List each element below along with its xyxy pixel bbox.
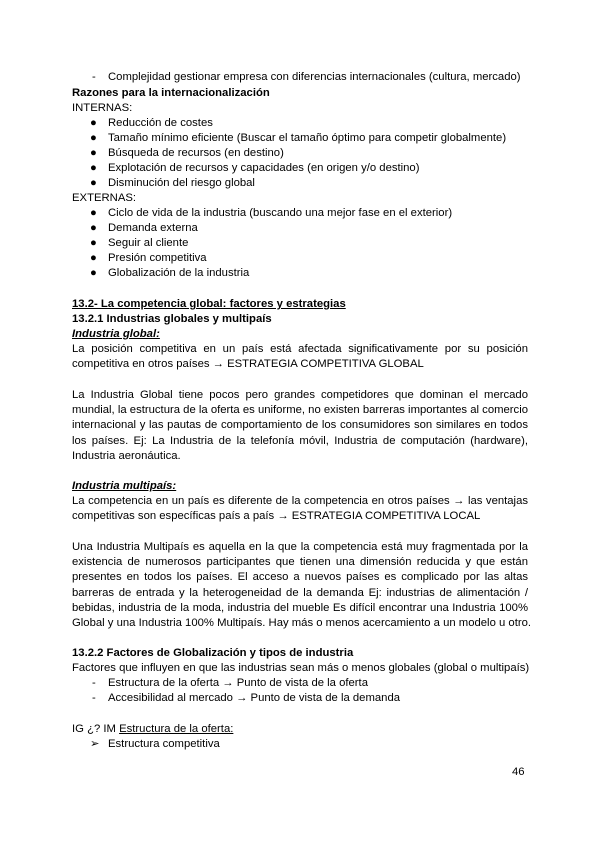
industria-multipais-title: Industria multipaís: bbox=[72, 480, 177, 492]
list-item: Tamaño mínimo eficiente (Buscar el tamaño óptimo para competir globalmente) bbox=[108, 132, 507, 144]
text-line: La posición competitiva en un país está afectada significativamente por su posición bbox=[72, 343, 528, 355]
bullet-icon: ● bbox=[90, 207, 97, 219]
text-line: Global y una Industria 100% Multipaís. Hay más o menos acercamiento a un modelo u otro. bbox=[72, 617, 532, 630]
list-item: Explotación de recursos y capacidades (en origen y/o destino) bbox=[108, 162, 420, 174]
intro-text: Factores que influyen en que las industrias sean más o menos globales (global o multipaís) bbox=[72, 662, 530, 674]
text-line: los países. Ej: La Industria de la telefonía móvil, Industria de computación (hardware), bbox=[72, 434, 528, 447]
text-line: La Industria Global tiene pocos pero grandes competidores que dominan el mercado bbox=[72, 389, 528, 401]
bullet-icon: ● bbox=[90, 147, 97, 159]
text-line: Industria aeronáutica. bbox=[72, 449, 181, 462]
section-title-razones: Razones para la internacionalización bbox=[72, 87, 270, 99]
bullet-icon: ● bbox=[90, 132, 97, 144]
list-item: Disminución del riesgo global bbox=[108, 177, 255, 189]
list-item: Complejidad gestionar empresa con diferencias internacionales (cultura, mercado) bbox=[108, 71, 521, 83]
list-item: Accesibilidad al mercado → Punto de vista de la demanda bbox=[108, 692, 401, 704]
bullet-icon: ● bbox=[90, 222, 97, 234]
paragraph bbox=[72, 494, 528, 524]
text-line: bebidas, industria de la moda, industria del mueble Es difícil encontrar una Industria 100% bbox=[72, 601, 528, 614]
text-line: internacional y las pautas de comportamiento de los consumidores son similares en todos bbox=[72, 419, 528, 432]
text-line: Una Industria Multipaís es aquella en la que la competencia está muy fragmentada por la bbox=[72, 541, 528, 553]
dash-marker: - bbox=[92, 71, 96, 83]
paragraph bbox=[72, 388, 528, 464]
paragraph bbox=[72, 342, 528, 372]
internas-label: INTERNAS: bbox=[72, 102, 133, 114]
subsection-heading: 13.2.1 Industrias globales y multipaís bbox=[72, 313, 272, 325]
text-line: barreras de entrada y la heterogeneidad de la demanda Ej: industrias de alimentación / bbox=[72, 586, 528, 599]
text-line: mundial, la estructura de la oferta es uniforme, no existen barreras importantes al comercio bbox=[72, 404, 528, 417]
bullet-icon: ● bbox=[90, 117, 97, 129]
industria-global-title: Industria global: bbox=[72, 328, 160, 340]
list-item: Seguir al cliente bbox=[108, 237, 189, 249]
text-line: competitivas son específicas país a país → ESTRATEGIA COMPETITIVA LOCAL bbox=[72, 510, 481, 523]
list-item: Ciclo de vida de la industria (buscando una mejor fase en el exterior) bbox=[108, 207, 453, 219]
list-item: Estructura de la oferta → Punto de vista de la oferta bbox=[108, 677, 368, 689]
bullet-icon: ● bbox=[90, 252, 97, 264]
list-item: Demanda externa bbox=[108, 222, 198, 234]
list-item: Reducción de costes bbox=[108, 117, 213, 129]
list-item: Estructura competitiva bbox=[108, 738, 220, 750]
dash-marker: - bbox=[92, 677, 96, 689]
text-line: presentes en todos los países. El acceso a nuevos países es complicado por las altas bbox=[72, 571, 528, 584]
ig-im-line bbox=[72, 722, 233, 737]
bullet-icon: ● bbox=[90, 162, 97, 174]
list-item: Búsqueda de recursos (en destino) bbox=[108, 147, 284, 159]
arrow-bullet-icon: ➢ bbox=[90, 738, 100, 750]
page-number: 46 bbox=[512, 766, 525, 778]
bullet-icon: ● bbox=[90, 267, 97, 279]
list-item: Globalización de la industria bbox=[108, 267, 250, 279]
section-heading: 13.2- La competencia global: factores y estrategias bbox=[72, 298, 346, 310]
text-line: existencia de numerosos participantes que tienen una dimensión reducida y que están bbox=[72, 556, 528, 569]
estructura-oferta-label: Estructura de la oferta: bbox=[119, 723, 234, 735]
text-line: competitiva en otros países → ESTRATEGIA COMPETITIVA GLOBAL bbox=[72, 358, 424, 371]
ig-prefix: IG ¿? IM bbox=[72, 723, 120, 735]
text-line: La competencia en un país es diferente de la competencia en otros países → las ventajas bbox=[72, 495, 528, 507]
paragraph bbox=[72, 540, 532, 631]
bullet-icon: ● bbox=[90, 177, 97, 189]
externas-label: EXTERNAS: bbox=[72, 192, 137, 204]
bullet-icon: ● bbox=[90, 237, 97, 249]
subsection-heading: 13.2.2 Factores de Globalización y tipos de industria bbox=[72, 647, 354, 659]
list-item: Presión competitiva bbox=[108, 252, 207, 264]
dash-marker: - bbox=[92, 692, 96, 704]
